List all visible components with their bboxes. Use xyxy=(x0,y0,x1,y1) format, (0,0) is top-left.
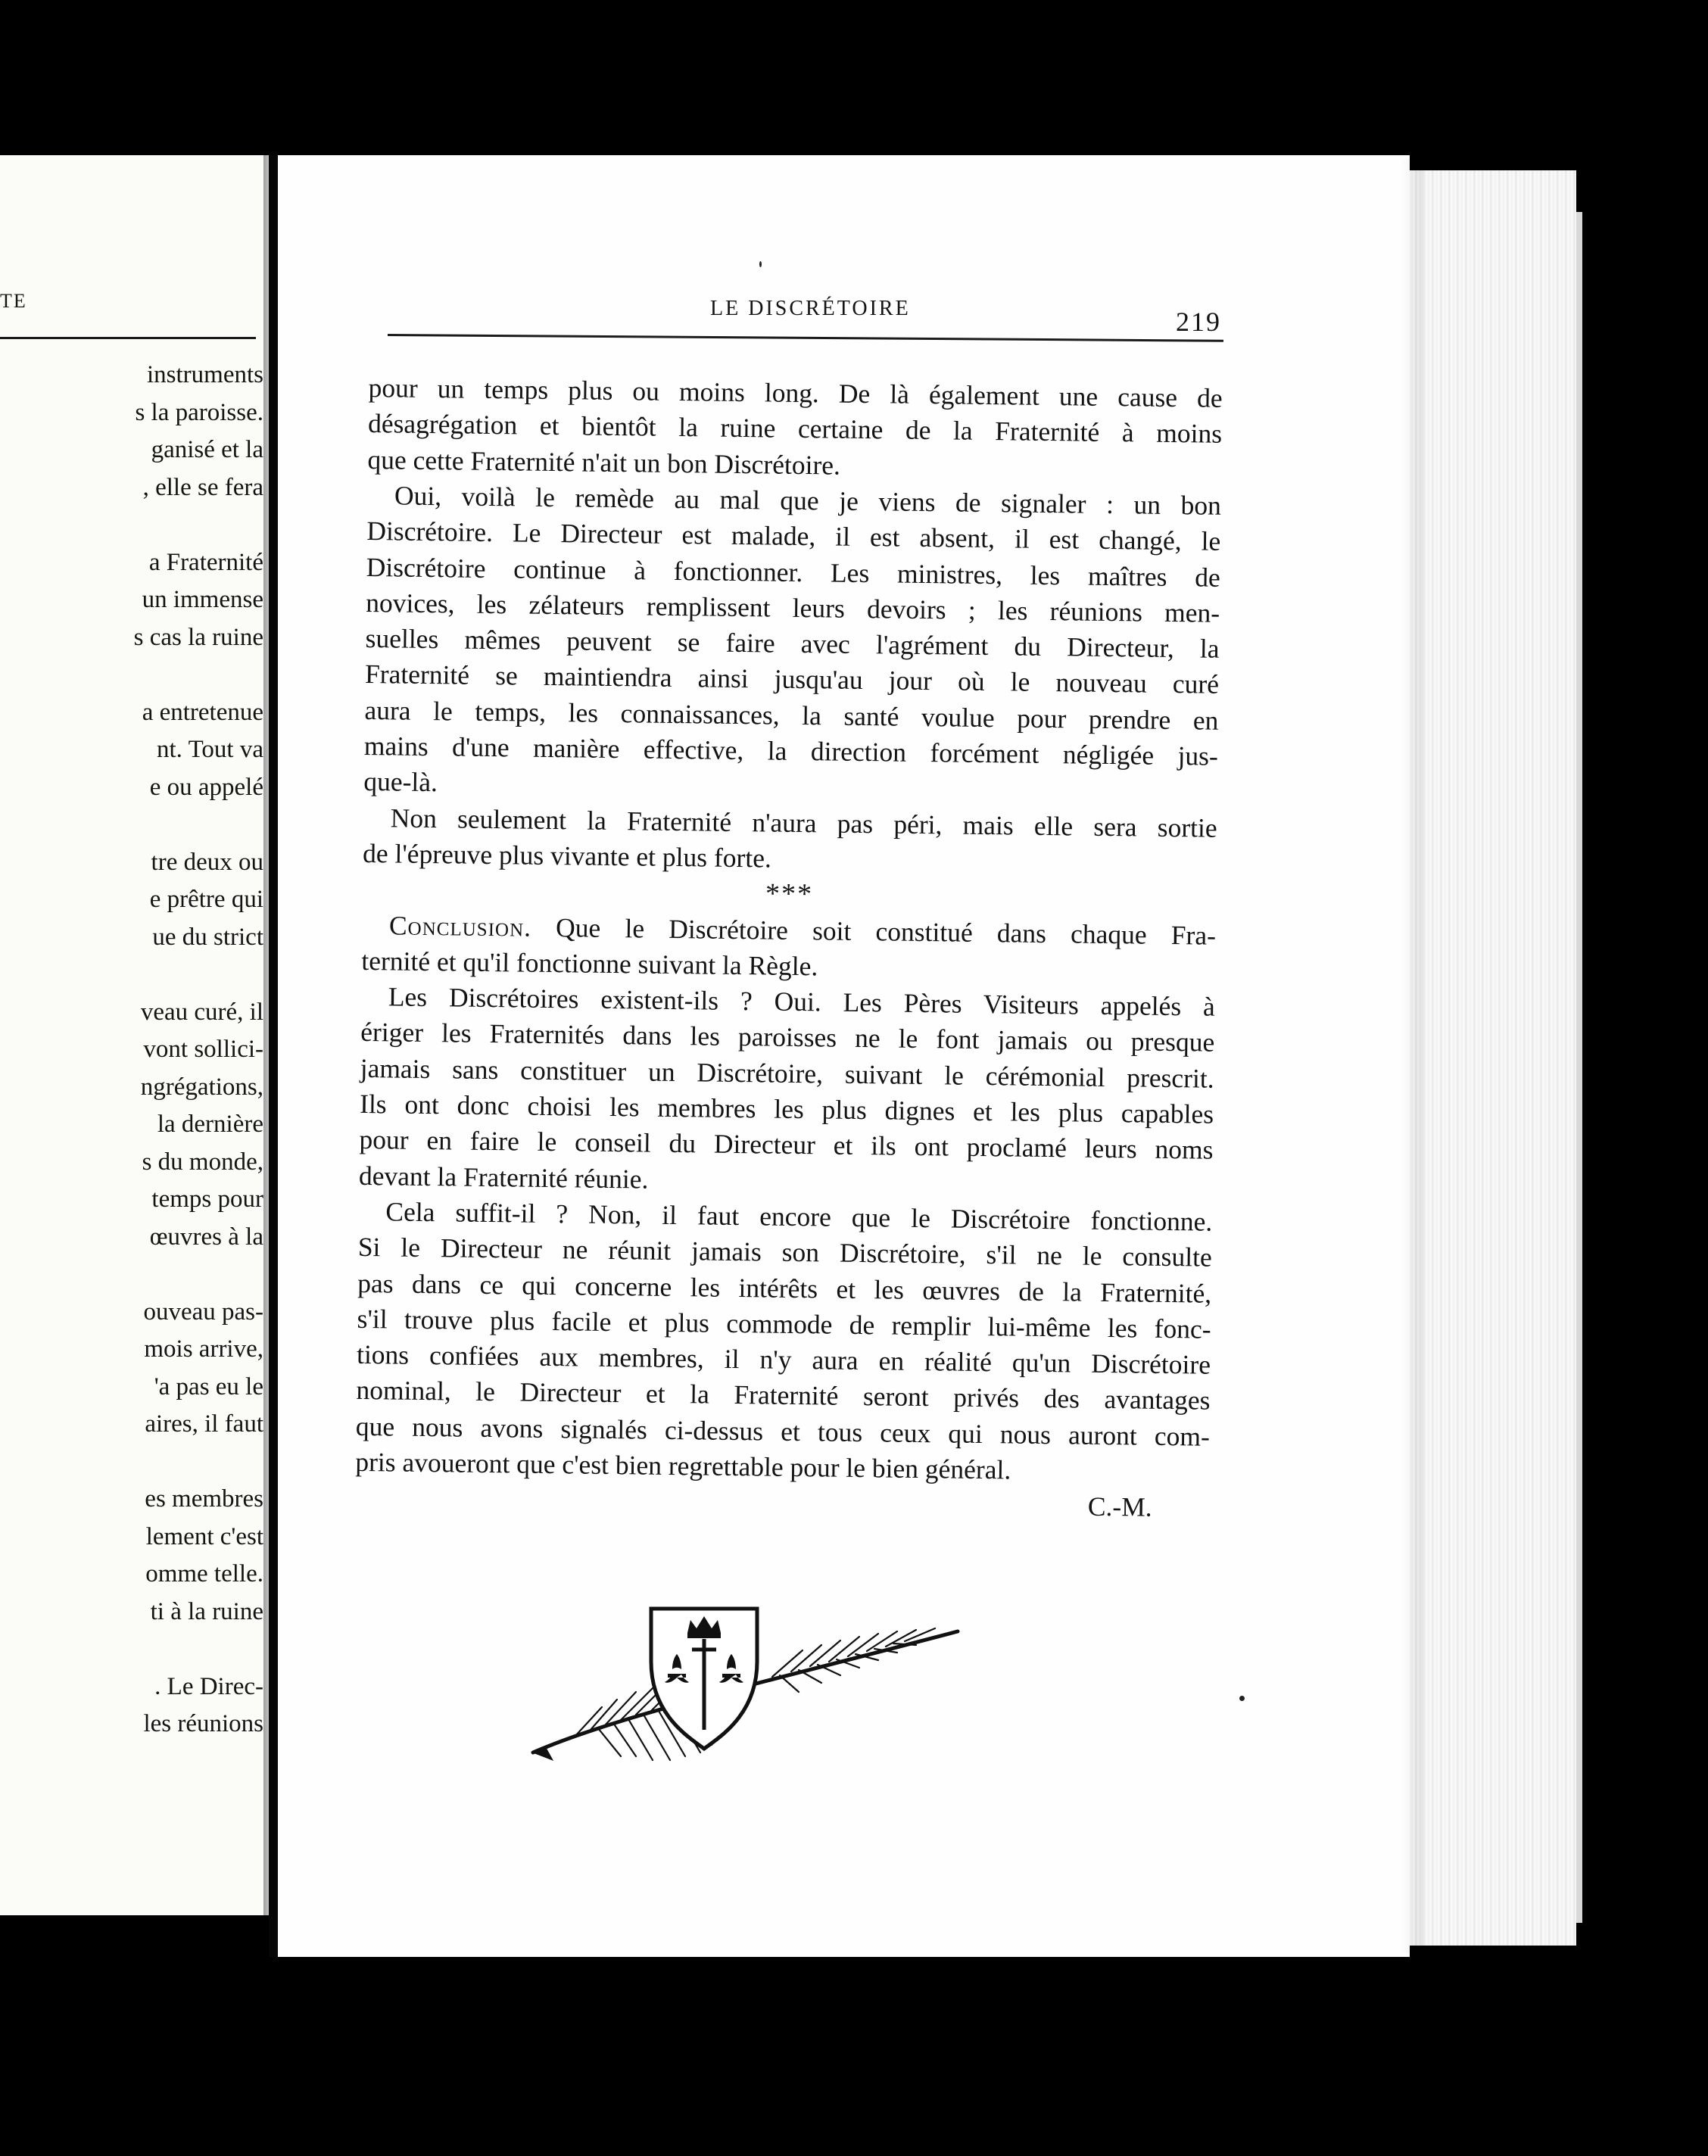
left-page-line: les réunions xyxy=(143,1710,263,1737)
running-head: LE DISCRÉTOIRE xyxy=(710,297,911,320)
left-page-line: un immense xyxy=(142,586,263,613)
left-page-header: TE xyxy=(0,290,27,312)
left-page-line: s du monde, xyxy=(142,1148,263,1176)
left-page-line: e ou appelé xyxy=(149,773,263,801)
left-page-line: ue du strict xyxy=(152,923,263,951)
left-page-line: mois arrive, xyxy=(144,1335,263,1363)
text-line: devant la Fraternité réunie. xyxy=(358,1160,649,1195)
left-page-line: vont sollici- xyxy=(143,1036,263,1063)
left-page-line: omme telle. xyxy=(145,1560,263,1587)
left-page-line: veau curé, il xyxy=(140,998,263,1026)
left-page-line: œuvres à la xyxy=(149,1223,263,1251)
text-line: pour en faire le conseil du Directeur et ils ont proclamé leurs noms xyxy=(359,1124,1214,1166)
text-line: Oui, voilà le remède au mal que je viens de signaler : un bon xyxy=(394,480,1222,521)
text-line: ternité et qu'il fonctionne suivant la Règle. xyxy=(361,945,818,982)
text-line: Discrétoire continue à fonctionner. Les ministres, les maîtres de xyxy=(366,551,1220,593)
text-line: que cette Fraternité n'ait un bon Discrétoire. xyxy=(367,444,841,481)
text-line: aura le temps, les connaissances, la santé voulue pour prendre en xyxy=(364,694,1219,736)
left-page-line: a Fraternité xyxy=(148,548,263,576)
page-number: 219 xyxy=(1176,307,1221,337)
left-page-line: a entretenue xyxy=(142,698,263,726)
left-page-line: temps pour xyxy=(151,1185,263,1213)
left-page-line: 'a pas eu le xyxy=(154,1372,263,1400)
left-page-line: s la paroisse. xyxy=(135,398,263,426)
book-gutter xyxy=(269,155,278,1957)
text-line: Les Discrétoires existent-ils ? Oui. Les Pères Visiteurs appelés à xyxy=(388,981,1216,1022)
text-line: pris avoueront que c'est bien regrettable pour le bien général. xyxy=(355,1446,1011,1485)
left-page-line: la dernière xyxy=(157,1111,263,1138)
text-line: Non seulement la Fraternité n'aura pas péri, mais elle sera sortie xyxy=(390,802,1217,843)
scan-speck xyxy=(759,261,762,267)
left-page-line: ti à la ruine xyxy=(150,1597,263,1625)
page-edge-shadow xyxy=(1401,159,1423,1953)
text-line: de l'épreuve plus vivante et plus forte. xyxy=(362,837,772,874)
text-line: s'il trouve plus facile et plus commode de remplir lui-même les fonc- xyxy=(357,1303,1211,1344)
text-line: Ils ont donc choisi les membres les plus dignes et les plus capables xyxy=(359,1088,1214,1129)
text-line: tions confiées aux membres, il n'y aura en réalité qu'un Discrétoire xyxy=(356,1338,1211,1380)
conclusion-text: Que le Discrétoire soit constitué dans chaque Fra- xyxy=(555,911,1217,951)
shield-fleur-de-lis-crown-palm-icon xyxy=(530,1601,965,1768)
text-line: novices, les zélateurs remplissent leurs devoirs ; les réunions men- xyxy=(365,587,1220,628)
text-line: jamais sans constituer un Discrétoire, suivant le cérémonial prescrit. xyxy=(360,1052,1214,1094)
text-line: pour un temps plus ou moins long. De là également une cause de xyxy=(368,372,1223,413)
left-page-line: s cas la ruine xyxy=(133,623,263,651)
text-line: désagrégation et bientôt la ruine certaine de la Fraternité à moins xyxy=(367,408,1223,450)
text-line: que-là. xyxy=(363,766,438,798)
text-line: mains d'une manière effective, la direction forcément négligée jus- xyxy=(363,730,1219,771)
text-line: pas dans ce qui concerne les intérêts et les œuvres de la Fraternité, xyxy=(357,1267,1212,1309)
left-page-line: , elle se fera xyxy=(142,473,263,501)
scan-speck xyxy=(1239,1696,1245,1701)
left-page-line: e prêtre qui xyxy=(149,886,263,913)
left-page-line: ngrégations, xyxy=(140,1073,263,1101)
page-edges xyxy=(1410,170,1576,1946)
left-page-line: nt. Tout va xyxy=(157,736,263,763)
left-page-header-rule xyxy=(0,337,256,339)
text-line: Discrétoire. Le Directeur est malade, il est absent, il est changé, le xyxy=(366,516,1221,556)
text-line: Si le Directeur ne réunit jamais son Discrétoire, s'il ne le consulte xyxy=(357,1232,1212,1273)
left-page-line: ganisé et la xyxy=(151,436,263,463)
book-cover-edge xyxy=(1576,212,1582,1923)
left-page-line: instruments xyxy=(147,361,263,388)
text-line: que nous avons signalés ci-dessus et tous ceux qui nous auront com- xyxy=(355,1410,1211,1452)
left-page-line: . Le Direc- xyxy=(154,1672,263,1700)
left-page-line: ouveau pas- xyxy=(143,1298,263,1326)
left-page-line: es membres xyxy=(145,1485,263,1513)
text-line: suelles mêmes peuvent se faire avec l'agrément du Directeur, la xyxy=(365,623,1220,664)
text-line: Cela suffit-il ? Non, il faut encore que le Discrétoire fonctionne. xyxy=(385,1196,1213,1237)
signature: C.-M. xyxy=(1087,1491,1152,1523)
text-line: ériger les Fraternités dans les paroisses ne le font jamais ou presque xyxy=(360,1017,1215,1058)
text-line: nominal, le Directeur et la Fraternité seront privés des avantages xyxy=(356,1375,1211,1416)
asterism-glyph: *** xyxy=(765,877,814,911)
conclusion-label: Conclusion. xyxy=(388,909,532,942)
left-page-line: tre deux ou xyxy=(151,848,263,876)
left-page-line: lement c'est xyxy=(145,1522,263,1550)
left-page-line: aires, il faut xyxy=(145,1410,263,1438)
text-line: Fraternité se maintiendra ainsi jusqu'au jour où le nouveau curé xyxy=(364,659,1220,700)
left-page xyxy=(0,155,263,1915)
